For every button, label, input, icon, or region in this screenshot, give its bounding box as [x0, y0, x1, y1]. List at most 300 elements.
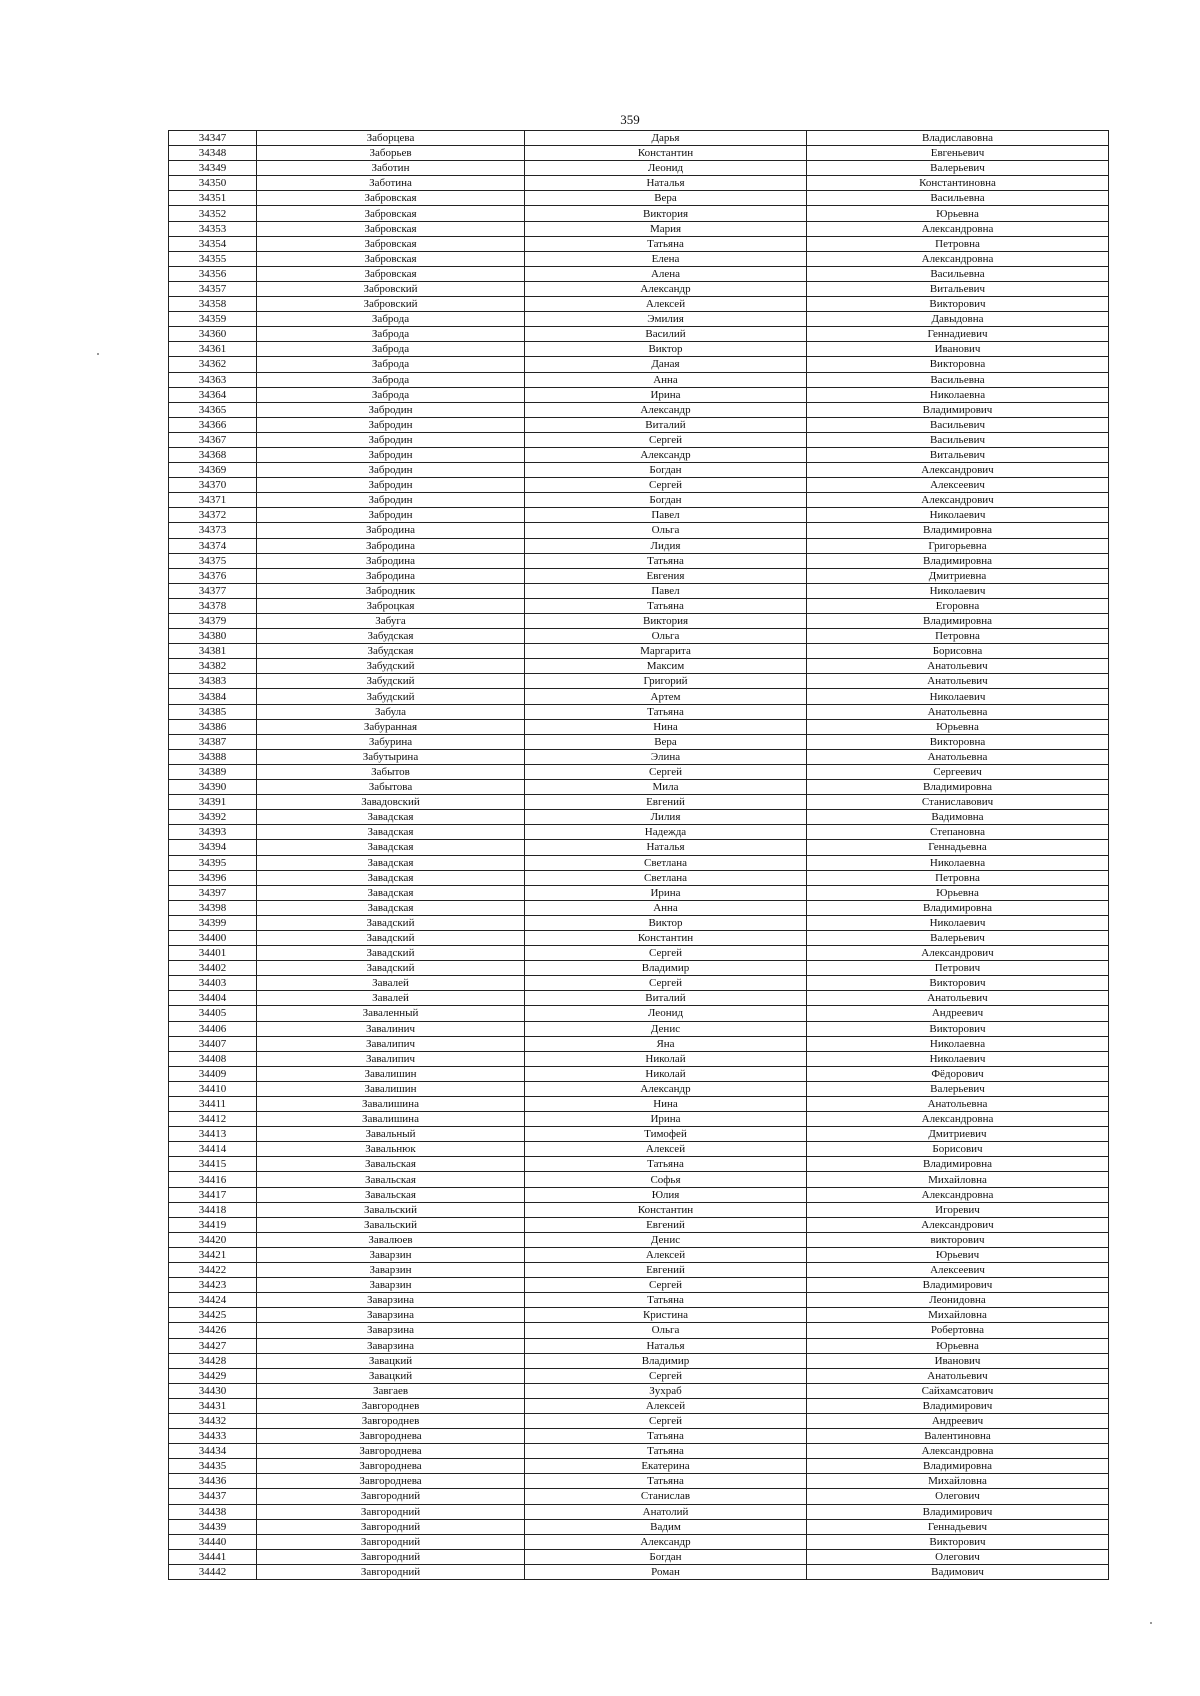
patronymic-cell: Васильевна — [807, 191, 1109, 206]
number-cell: 34408 — [169, 1051, 257, 1066]
number-cell: 34394 — [169, 840, 257, 855]
surname-cell: Забродина — [257, 523, 525, 538]
patronymic-cell: Николаевич — [807, 1051, 1109, 1066]
surname-cell: Завалипич — [257, 1036, 525, 1051]
table-row — [169, 1353, 1109, 1368]
patronymic-cell: Степановна — [807, 825, 1109, 840]
surname-cell: Забровский — [257, 281, 525, 296]
surname-cell: Завадская — [257, 900, 525, 915]
name-cell: Анна — [525, 372, 807, 387]
table-row — [169, 206, 1109, 221]
patronymic-cell: Олегович — [807, 1549, 1109, 1564]
name-cell: Сергей — [525, 976, 807, 991]
name-cell: Виктория — [525, 206, 807, 221]
patronymic-cell: Юрьевна — [807, 885, 1109, 900]
table-row — [169, 1127, 1109, 1142]
number-cell: 34420 — [169, 1232, 257, 1247]
surname-cell: Завгородний — [257, 1549, 525, 1564]
name-cell: Вера — [525, 191, 807, 206]
number-cell: 34430 — [169, 1383, 257, 1398]
patronymic-cell: Валерьевич — [807, 1081, 1109, 1096]
name-cell: Зухраб — [525, 1383, 807, 1398]
number-cell: 34389 — [169, 764, 257, 779]
number-cell: 34403 — [169, 976, 257, 991]
name-cell: Александр — [525, 1081, 807, 1096]
patronymic-cell: Петровна — [807, 236, 1109, 251]
patronymic-cell: Александровна — [807, 251, 1109, 266]
number-cell: 34421 — [169, 1247, 257, 1262]
patronymic-cell: Юрьевна — [807, 719, 1109, 734]
number-cell: 34350 — [169, 176, 257, 191]
name-cell: Сергей — [525, 1368, 807, 1383]
number-cell: 34380 — [169, 629, 257, 644]
patronymic-cell: Владимирович — [807, 1398, 1109, 1413]
table-row — [169, 508, 1109, 523]
surname-cell: Заброцкая — [257, 598, 525, 613]
table-row — [169, 478, 1109, 493]
name-cell: Алексей — [525, 1142, 807, 1157]
patronymic-cell: Юрьевна — [807, 206, 1109, 221]
surname-cell: Завадская — [257, 840, 525, 855]
table-row — [169, 961, 1109, 976]
name-cell: Татьяна — [525, 236, 807, 251]
number-cell: 34377 — [169, 583, 257, 598]
table-row — [169, 1398, 1109, 1413]
patronymic-cell: Александрович — [807, 946, 1109, 961]
patronymic-cell: Петрович — [807, 961, 1109, 976]
name-cell: Ольга — [525, 629, 807, 644]
name-cell: Татьяна — [525, 598, 807, 613]
number-cell: 34440 — [169, 1534, 257, 1549]
name-cell: Анатолий — [525, 1504, 807, 1519]
patronymic-cell: Валерьевич — [807, 930, 1109, 945]
number-cell: 34361 — [169, 342, 257, 357]
number-cell: 34402 — [169, 961, 257, 976]
table-row — [169, 1293, 1109, 1308]
number-cell: 34415 — [169, 1157, 257, 1172]
patronymic-cell: Михайловна — [807, 1308, 1109, 1323]
patronymic-cell: Константиновна — [807, 176, 1109, 191]
patronymic-cell: Егоровна — [807, 598, 1109, 613]
patronymic-cell: Владимирович — [807, 1278, 1109, 1293]
table-row — [169, 236, 1109, 251]
number-cell: 34385 — [169, 704, 257, 719]
surname-cell: Забутырина — [257, 749, 525, 764]
number-cell: 34359 — [169, 312, 257, 327]
patronymic-cell: Юрьевич — [807, 1247, 1109, 1262]
number-cell: 34367 — [169, 432, 257, 447]
number-cell: 34426 — [169, 1323, 257, 1338]
number-cell: 34436 — [169, 1474, 257, 1489]
surname-cell: Завадская — [257, 885, 525, 900]
surname-cell: Забродин — [257, 417, 525, 432]
table-row — [169, 387, 1109, 402]
name-cell: Станислав — [525, 1489, 807, 1504]
number-cell: 34372 — [169, 508, 257, 523]
name-cell: Мария — [525, 221, 807, 236]
patronymic-cell: Андреевич — [807, 1413, 1109, 1428]
table-row — [169, 795, 1109, 810]
patronymic-cell: Владимировна — [807, 523, 1109, 538]
table-row — [169, 1474, 1109, 1489]
patronymic-cell: Викторович — [807, 1534, 1109, 1549]
surname-cell: Заварзина — [257, 1308, 525, 1323]
name-cell: Татьяна — [525, 1429, 807, 1444]
name-cell: Сергей — [525, 1413, 807, 1428]
table-row — [169, 1247, 1109, 1262]
patronymic-cell: Владимировна — [807, 553, 1109, 568]
table-row — [169, 855, 1109, 870]
patronymic-cell: Николаевич — [807, 915, 1109, 930]
patronymic-cell: Григорьевна — [807, 538, 1109, 553]
name-cell: Наталья — [525, 840, 807, 855]
surname-cell: Забытов — [257, 764, 525, 779]
name-cell: Александр — [525, 1534, 807, 1549]
surname-cell: Завальский — [257, 1217, 525, 1232]
patronymic-cell: Николаевич — [807, 583, 1109, 598]
patronymic-cell: Иванович — [807, 342, 1109, 357]
table-row — [169, 719, 1109, 734]
name-cell: Элина — [525, 749, 807, 764]
patronymic-cell: Анатольевич — [807, 991, 1109, 1006]
surname-cell: Заварзина — [257, 1338, 525, 1353]
number-cell: 34395 — [169, 855, 257, 870]
patronymic-cell: Алексеевич — [807, 478, 1109, 493]
name-cell: Елена — [525, 251, 807, 266]
name-cell: Леонид — [525, 161, 807, 176]
table-row — [169, 1278, 1109, 1293]
name-cell: Дарья — [525, 131, 807, 146]
patronymic-cell: Владимировна — [807, 1459, 1109, 1474]
surname-cell: Завацкий — [257, 1353, 525, 1368]
surname-cell: Завадский — [257, 961, 525, 976]
number-cell: 34376 — [169, 568, 257, 583]
table-row — [169, 432, 1109, 447]
surname-cell: Завгороднев — [257, 1413, 525, 1428]
scan-speck — [1150, 1622, 1152, 1624]
patronymic-cell: Анатольевич — [807, 1368, 1109, 1383]
name-cell: Виктор — [525, 342, 807, 357]
number-cell: 34416 — [169, 1172, 257, 1187]
name-cell: Алексей — [525, 297, 807, 312]
number-cell: 34358 — [169, 297, 257, 312]
table-row — [169, 161, 1109, 176]
name-cell: Татьяна — [525, 1444, 807, 1459]
surname-cell: Завацкий — [257, 1368, 525, 1383]
surname-cell: Забродина — [257, 538, 525, 553]
surname-cell: Завалишин — [257, 1066, 525, 1081]
patronymic-cell: Александровна — [807, 1112, 1109, 1127]
name-cell: Лилия — [525, 810, 807, 825]
surname-cell: Завальский — [257, 1202, 525, 1217]
number-cell: 34384 — [169, 689, 257, 704]
table-row — [169, 523, 1109, 538]
surname-cell: Завадская — [257, 855, 525, 870]
table-row — [169, 1263, 1109, 1278]
patronymic-cell: Сергеевич — [807, 764, 1109, 779]
surname-cell: Забродин — [257, 478, 525, 493]
table-row — [169, 372, 1109, 387]
number-cell: 34391 — [169, 795, 257, 810]
surname-cell: Завалей — [257, 976, 525, 991]
name-cell: Виктор — [525, 915, 807, 930]
patronymic-cell: Николаевна — [807, 387, 1109, 402]
name-cell: Артем — [525, 689, 807, 704]
table-row — [169, 146, 1109, 161]
patronymic-cell: Юрьевна — [807, 1338, 1109, 1353]
patronymic-cell: Владимировна — [807, 1157, 1109, 1172]
patronymic-cell: Дмитриевна — [807, 568, 1109, 583]
number-cell: 34413 — [169, 1127, 257, 1142]
table-row — [169, 1112, 1109, 1127]
surname-cell: Забродин — [257, 447, 525, 462]
patronymic-cell: Леонидовна — [807, 1293, 1109, 1308]
name-cell: Нина — [525, 719, 807, 734]
table-row — [169, 1308, 1109, 1323]
patronymic-cell: викторович — [807, 1232, 1109, 1247]
surname-cell: Забурина — [257, 734, 525, 749]
table-row — [169, 297, 1109, 312]
patronymic-cell: Анатольевна — [807, 749, 1109, 764]
surname-cell: Забула — [257, 704, 525, 719]
patronymic-cell: Владиславовна — [807, 131, 1109, 146]
surname-cell: Заборьев — [257, 146, 525, 161]
surname-cell: Забровская — [257, 206, 525, 221]
name-cell: Григорий — [525, 674, 807, 689]
registry-body — [169, 131, 1109, 1580]
patronymic-cell: Алексеевич — [807, 1263, 1109, 1278]
patronymic-cell: Валентиновна — [807, 1429, 1109, 1444]
surname-cell: Завальская — [257, 1187, 525, 1202]
patronymic-cell: Витальевич — [807, 281, 1109, 296]
number-cell: 34414 — [169, 1142, 257, 1157]
table-row — [169, 538, 1109, 553]
table-row — [169, 568, 1109, 583]
number-cell: 34437 — [169, 1489, 257, 1504]
patronymic-cell: Сайхамсатович — [807, 1383, 1109, 1398]
name-cell: Владимир — [525, 1353, 807, 1368]
surname-cell: Заваленный — [257, 1006, 525, 1021]
table-row — [169, 704, 1109, 719]
table-row — [169, 1187, 1109, 1202]
patronymic-cell: Александрович — [807, 493, 1109, 508]
surname-cell: Завадский — [257, 946, 525, 961]
table-row — [169, 870, 1109, 885]
surname-cell: Завадский — [257, 915, 525, 930]
surname-cell: Завалишина — [257, 1097, 525, 1112]
table-row — [169, 1323, 1109, 1338]
name-cell: Леонид — [525, 1006, 807, 1021]
number-cell: 34353 — [169, 221, 257, 236]
patronymic-cell: Фёдорович — [807, 1066, 1109, 1081]
number-cell: 34349 — [169, 161, 257, 176]
surname-cell: Завадская — [257, 870, 525, 885]
registry-table — [168, 130, 1109, 1580]
number-cell: 34419 — [169, 1217, 257, 1232]
page-number: 359 — [620, 112, 640, 127]
patronymic-cell: Владимирович — [807, 402, 1109, 417]
number-cell: 34431 — [169, 1398, 257, 1413]
patronymic-cell: Михайловна — [807, 1172, 1109, 1187]
table-row — [169, 976, 1109, 991]
number-cell: 34371 — [169, 493, 257, 508]
table-row — [169, 1217, 1109, 1232]
table-row — [169, 447, 1109, 462]
surname-cell: Завалей — [257, 991, 525, 1006]
name-cell: Даная — [525, 357, 807, 372]
number-cell: 34383 — [169, 674, 257, 689]
surname-cell: Завальская — [257, 1157, 525, 1172]
surname-cell: Завгородний — [257, 1504, 525, 1519]
table-row — [169, 1549, 1109, 1564]
surname-cell: Забродин — [257, 463, 525, 478]
name-cell: Денис — [525, 1232, 807, 1247]
patronymic-cell: Владимировна — [807, 614, 1109, 629]
name-cell: Наталья — [525, 176, 807, 191]
surname-cell: Заброда — [257, 342, 525, 357]
name-cell: Вера — [525, 734, 807, 749]
surname-cell: Забродин — [257, 432, 525, 447]
table-row — [169, 131, 1109, 146]
table-row — [169, 251, 1109, 266]
table-row — [169, 1036, 1109, 1051]
number-cell: 34417 — [169, 1187, 257, 1202]
surname-cell: Завгородний — [257, 1489, 525, 1504]
table-row — [169, 1081, 1109, 1096]
name-cell: Александр — [525, 281, 807, 296]
surname-cell: Забродник — [257, 583, 525, 598]
number-cell: 34441 — [169, 1549, 257, 1564]
number-cell: 34368 — [169, 447, 257, 462]
patronymic-cell: Викторович — [807, 976, 1109, 991]
patronymic-cell: Николаевна — [807, 1036, 1109, 1051]
number-cell: 34398 — [169, 900, 257, 915]
number-cell: 34397 — [169, 885, 257, 900]
number-cell: 34373 — [169, 523, 257, 538]
number-cell: 34404 — [169, 991, 257, 1006]
scan-speck — [97, 353, 99, 355]
number-cell: 34423 — [169, 1278, 257, 1293]
number-cell: 34379 — [169, 614, 257, 629]
patronymic-cell: Васильевич — [807, 417, 1109, 432]
patronymic-cell: Андреевич — [807, 1006, 1109, 1021]
name-cell: Богдан — [525, 493, 807, 508]
surname-cell: Заброда — [257, 372, 525, 387]
number-cell: 34392 — [169, 810, 257, 825]
patronymic-cell: Геннадьевна — [807, 840, 1109, 855]
table-row — [169, 1383, 1109, 1398]
surname-cell: Забровская — [257, 266, 525, 281]
surname-cell: Заботина — [257, 176, 525, 191]
number-cell: 34382 — [169, 659, 257, 674]
name-cell: Татьяна — [525, 704, 807, 719]
name-cell: Эмилия — [525, 312, 807, 327]
number-cell: 34409 — [169, 1066, 257, 1081]
table-row — [169, 417, 1109, 432]
patronymic-cell: Борисович — [807, 1142, 1109, 1157]
patronymic-cell: Владимировна — [807, 900, 1109, 915]
patronymic-cell: Игоревич — [807, 1202, 1109, 1217]
name-cell: Вадим — [525, 1519, 807, 1534]
surname-cell: Завгороднева — [257, 1459, 525, 1474]
name-cell: Ольга — [525, 523, 807, 538]
surname-cell: Забровская — [257, 191, 525, 206]
table-row — [169, 191, 1109, 206]
number-cell: 34429 — [169, 1368, 257, 1383]
surname-cell: Забродин — [257, 493, 525, 508]
patronymic-cell: Петровна — [807, 870, 1109, 885]
surname-cell: Завалинич — [257, 1021, 525, 1036]
name-cell: Татьяна — [525, 1157, 807, 1172]
number-cell: 34424 — [169, 1293, 257, 1308]
surname-cell: Забуранная — [257, 719, 525, 734]
name-cell: Максим — [525, 659, 807, 674]
name-cell: Николай — [525, 1066, 807, 1081]
table-row — [169, 825, 1109, 840]
name-cell: Виталий — [525, 991, 807, 1006]
surname-cell: Заварзин — [257, 1263, 525, 1278]
table-row — [169, 176, 1109, 191]
number-cell: 34360 — [169, 327, 257, 342]
patronymic-cell: Васильевич — [807, 432, 1109, 447]
name-cell: Мила — [525, 780, 807, 795]
table-row — [169, 1097, 1109, 1112]
table-row — [169, 1202, 1109, 1217]
number-cell: 34418 — [169, 1202, 257, 1217]
surname-cell: Завадская — [257, 810, 525, 825]
name-cell: Павел — [525, 583, 807, 598]
number-cell: 34369 — [169, 463, 257, 478]
patronymic-cell: Борисовна — [807, 644, 1109, 659]
patronymic-cell: Александрович — [807, 1217, 1109, 1232]
number-cell: 34399 — [169, 915, 257, 930]
number-cell: 34366 — [169, 417, 257, 432]
surname-cell: Заброда — [257, 312, 525, 327]
table-row — [169, 1429, 1109, 1444]
number-cell: 34407 — [169, 1036, 257, 1051]
number-cell: 34387 — [169, 734, 257, 749]
name-cell: Богдан — [525, 463, 807, 478]
table-row — [169, 1534, 1109, 1549]
surname-cell: Забровская — [257, 251, 525, 266]
name-cell: Ирина — [525, 1112, 807, 1127]
surname-cell: Забытова — [257, 780, 525, 795]
surname-cell: Завгороднев — [257, 1398, 525, 1413]
surname-cell: Завалишин — [257, 1081, 525, 1096]
table-row — [169, 629, 1109, 644]
patronymic-cell: Михайловна — [807, 1474, 1109, 1489]
table-row — [169, 1519, 1109, 1534]
table-row — [169, 810, 1109, 825]
patronymic-cell: Александровна — [807, 1444, 1109, 1459]
number-cell: 34439 — [169, 1519, 257, 1534]
table-row — [169, 1006, 1109, 1021]
name-cell: Александр — [525, 447, 807, 462]
table-row — [169, 644, 1109, 659]
table-row — [169, 281, 1109, 296]
table-row — [169, 1459, 1109, 1474]
name-cell: Нина — [525, 1097, 807, 1112]
number-cell: 34365 — [169, 402, 257, 417]
name-cell: Алексей — [525, 1247, 807, 1262]
name-cell: Ирина — [525, 387, 807, 402]
patronymic-cell: Витальевич — [807, 447, 1109, 462]
name-cell: Маргарита — [525, 644, 807, 659]
table-row — [169, 1232, 1109, 1247]
table-row — [169, 402, 1109, 417]
number-cell: 34363 — [169, 372, 257, 387]
name-cell: Татьяна — [525, 1293, 807, 1308]
